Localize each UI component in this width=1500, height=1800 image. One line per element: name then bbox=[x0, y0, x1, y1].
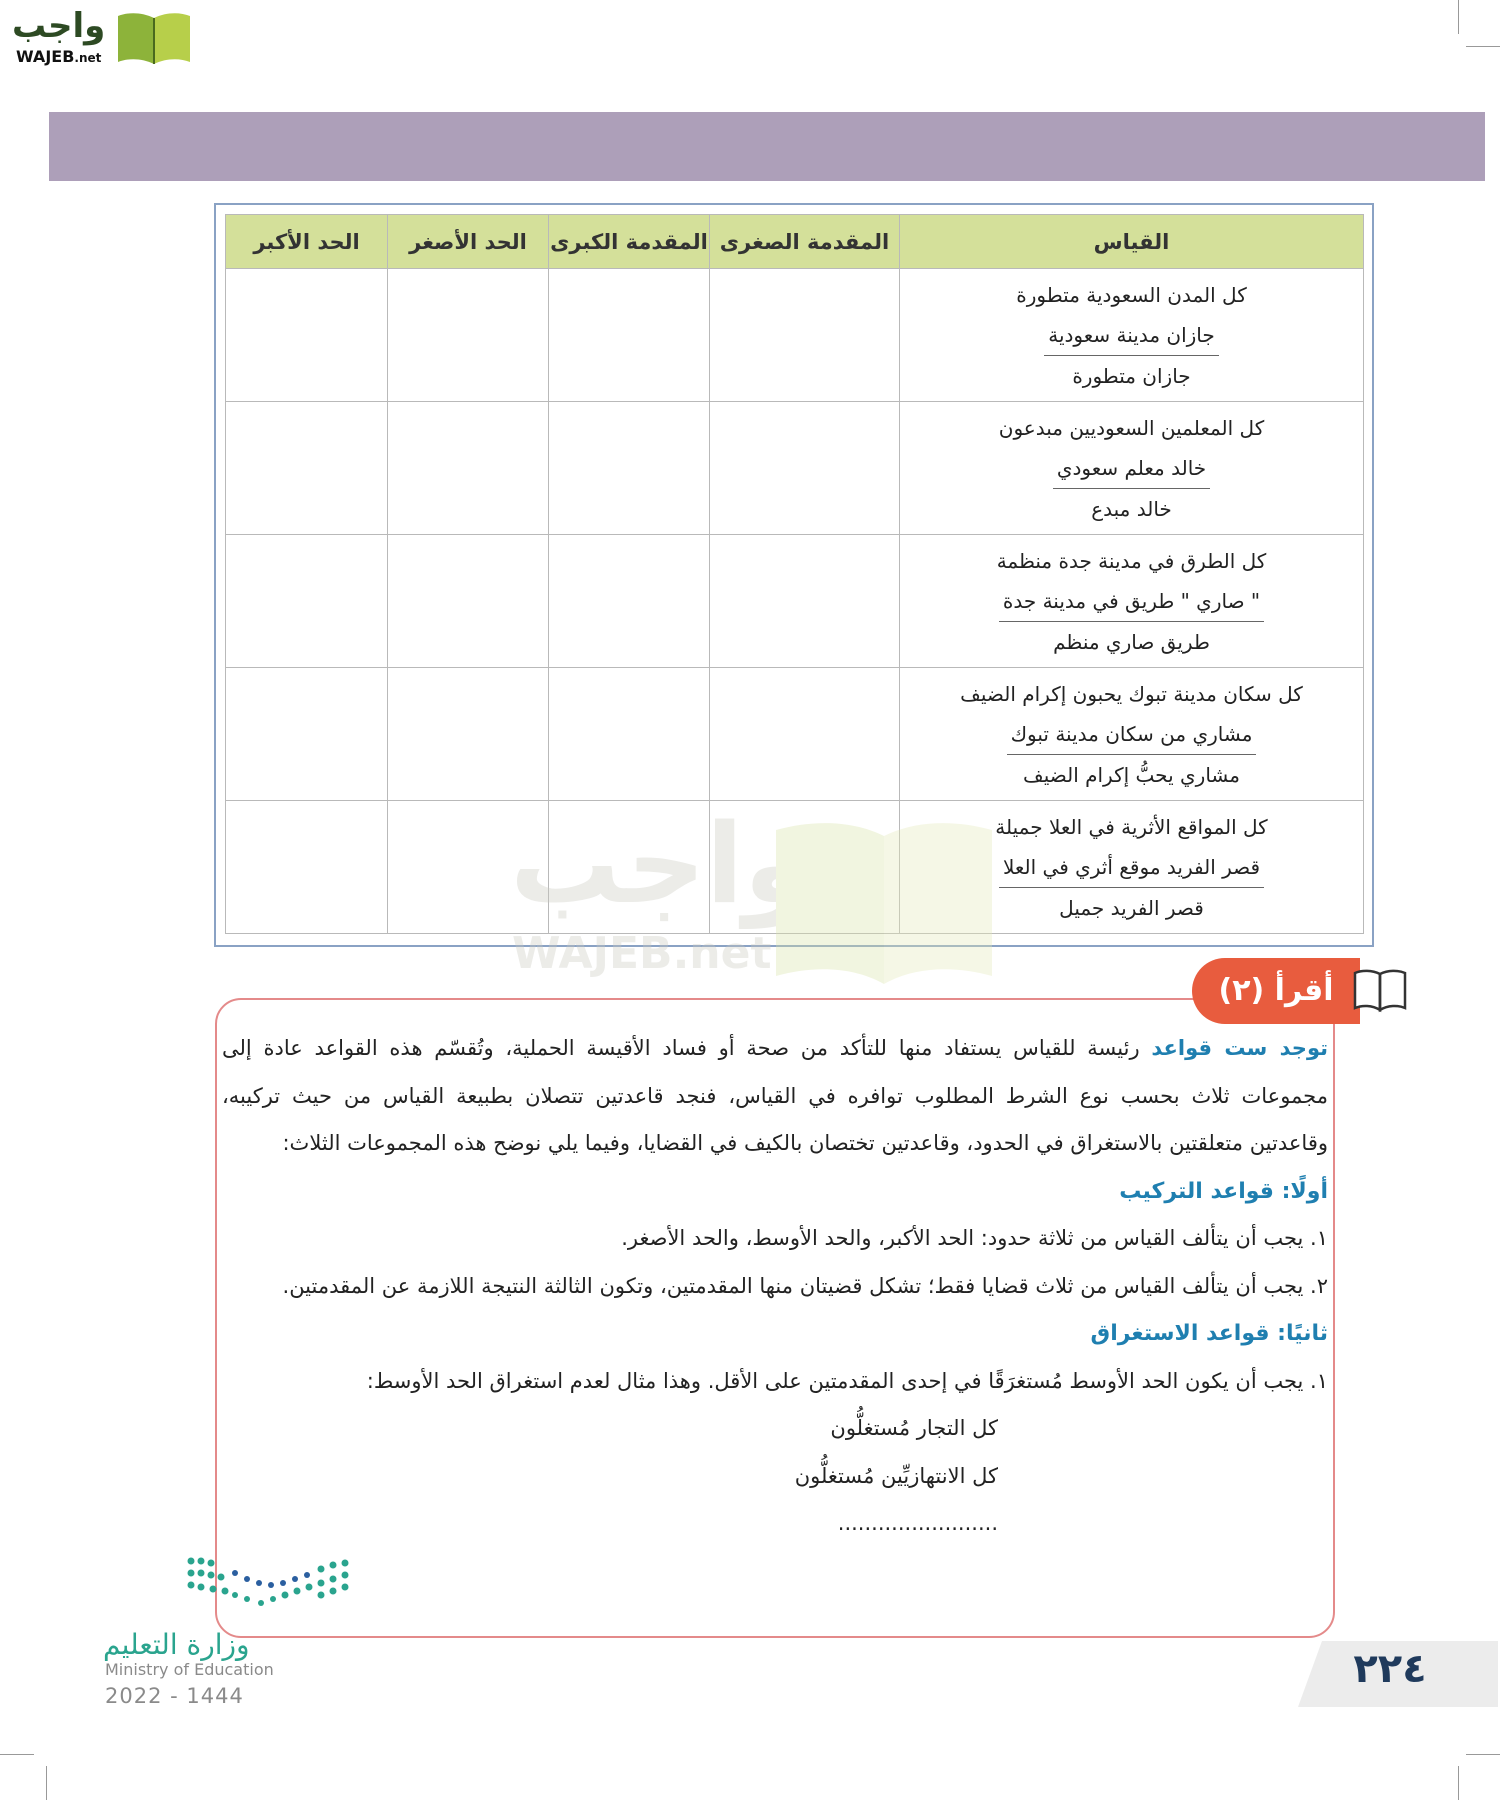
premise-2: خالد معلم سعودي bbox=[1053, 448, 1210, 489]
conclusion: خالد مبدع bbox=[1091, 496, 1172, 521]
premise-2: " صاري " طريق في مدينة جدة bbox=[999, 581, 1264, 622]
header-band bbox=[49, 112, 1485, 181]
logo-latin: WAJEB.net bbox=[16, 47, 102, 66]
crop-mark bbox=[0, 1754, 34, 1755]
table-row bbox=[226, 269, 1364, 402]
ministry-english: Ministry of Education bbox=[105, 1660, 274, 1679]
answer-cell-major-premise[interactable] bbox=[549, 668, 710, 801]
answer-cell-minor-term[interactable] bbox=[388, 269, 549, 402]
header-major-term: الحد الأكبر bbox=[226, 215, 388, 269]
answer-cell-major-term[interactable] bbox=[226, 402, 388, 535]
premise-1: كل الطرق في مدينة جدة منظمة bbox=[996, 548, 1267, 573]
table-row bbox=[226, 535, 1364, 668]
syllogism-cell bbox=[900, 801, 1364, 934]
crop-mark bbox=[1458, 0, 1459, 34]
ministry-logo-icon bbox=[185, 1553, 355, 1613]
read-tab: أقرأ (٢) bbox=[1192, 958, 1360, 1024]
table-row bbox=[226, 668, 1364, 801]
syllogism-cell bbox=[900, 269, 1364, 402]
premise-1: كل المعلمين السعوديين مبدعون bbox=[998, 415, 1265, 440]
ministry-arabic: وزارة التعليم bbox=[103, 1628, 250, 1661]
crop-mark bbox=[1466, 46, 1500, 47]
crop-mark bbox=[46, 1766, 47, 1800]
answer-cell-minor-premise[interactable] bbox=[710, 402, 900, 535]
table-row bbox=[226, 402, 1364, 535]
answer-cell-major-premise[interactable] bbox=[549, 402, 710, 535]
example-line-2: كل الانتهازيِّين مُستغلُّون bbox=[794, 1463, 998, 1488]
answer-cell-major-term[interactable] bbox=[226, 668, 388, 801]
logo-arabic: واجب bbox=[12, 6, 106, 46]
conclusion: طريق صاري منظم bbox=[1053, 629, 1210, 654]
section-title-distribution: ثانيًا: قواعد الاستغراق bbox=[1090, 1321, 1328, 1346]
premise-2: جازان مدينة سعودية bbox=[1044, 315, 1219, 356]
read-text bbox=[222, 1025, 1328, 1548]
table-row bbox=[226, 801, 1364, 934]
rule-2: ٢. يجب أن يتألف القياس من ثلاث قضايا فقط؛ تشكل قضيتان منها المقدمتين، وتكون الثالثة النتيجة اللازمة عن المقدمتين. bbox=[282, 1273, 1328, 1298]
crop-mark bbox=[1466, 1754, 1500, 1755]
table-header-row bbox=[226, 215, 1364, 269]
header-syllogism: القياس bbox=[900, 215, 1364, 269]
answer-cell-major-premise[interactable] bbox=[549, 269, 710, 402]
header-minor-premise: المقدمة الصغرى bbox=[710, 215, 900, 269]
book-icon bbox=[1352, 968, 1408, 1014]
premise-2: قصر الفريد موقع أثري في العلا bbox=[999, 847, 1264, 888]
syllogism-cell bbox=[900, 668, 1364, 801]
answer-cell-major-term[interactable] bbox=[226, 269, 388, 402]
syllogism-table bbox=[225, 214, 1364, 934]
page-number: ٢٢٤ bbox=[1353, 1646, 1427, 1692]
watermark-arabic: واجب bbox=[510, 800, 812, 928]
ministry-year: 2022 - 1444 bbox=[105, 1684, 244, 1708]
crop-mark bbox=[1458, 1766, 1459, 1800]
answer-cell-minor-term[interactable] bbox=[388, 668, 549, 801]
answer-cell-minor-term[interactable] bbox=[388, 801, 549, 934]
intro-keyword: توجد ست قواعد bbox=[1151, 1036, 1328, 1060]
answer-cell-minor-premise[interactable] bbox=[710, 535, 900, 668]
premise-1: كل سكان مدينة تبوك يحبون إكرام الضيف bbox=[960, 681, 1303, 706]
wajeb-logo[interactable] bbox=[6, 6, 196, 66]
answer-cell-major-premise[interactable] bbox=[549, 801, 710, 934]
conclusion: قصر الفريد جميل bbox=[1059, 895, 1204, 920]
syllogism-cell bbox=[900, 402, 1364, 535]
answer-cell-minor-premise[interactable] bbox=[710, 801, 900, 934]
answer-cell-minor-term[interactable] bbox=[388, 402, 549, 535]
answer-cell-minor-premise[interactable] bbox=[710, 269, 900, 402]
syllogism-cell bbox=[900, 535, 1364, 668]
header-major-premise: المقدمة الكبرى bbox=[549, 215, 710, 269]
example-blank[interactable]: ........................ bbox=[837, 1511, 998, 1535]
header-minor-term: الحد الأصغر bbox=[388, 215, 549, 269]
rule-1: ١. يجب أن يتألف القياس من ثلاثة حدود: الحد الأكبر، والحد الأوسط، والحد الأصغر. bbox=[621, 1226, 1328, 1250]
rule-3: ١. يجب أن يكون الحد الأوسط مُستغرَقًا في إحدى المقدمتين على الأقل. وهذا مثال لعدم استغراق الحد الأوسط: bbox=[366, 1368, 1328, 1393]
premise-1: كل المدن السعودية متطورة bbox=[1016, 282, 1247, 307]
watermark-latin: WAJEB.net bbox=[512, 928, 772, 979]
answer-cell-minor-premise[interactable] bbox=[710, 668, 900, 801]
answer-cell-major-term[interactable] bbox=[226, 535, 388, 668]
answer-cell-major-premise[interactable] bbox=[549, 535, 710, 668]
answer-cell-major-term[interactable] bbox=[226, 801, 388, 934]
section-title-composition: أولًا: قواعد التركيب bbox=[1119, 1178, 1328, 1204]
premise-1: كل المواقع الأثرية في العلا جميلة bbox=[995, 814, 1268, 839]
conclusion: مشاري يحبُّ إكرام الضيف bbox=[1023, 762, 1240, 787]
answer-cell-minor-term[interactable] bbox=[388, 535, 549, 668]
example-line-1: كل التجار مُستغلُّون bbox=[830, 1416, 998, 1440]
intro-paragraph bbox=[222, 1025, 1328, 1168]
intro-text: رئيسة للقياس يستفاد منها للتأكد من صحة أو فساد الأقيسة الحملية، وتُقسّم هذه القواعد عادة إلى مجموعات ثلاث بحسب نوع الشرط المطلوب توافره في القياس، فنجد قاعدتين تتصلان بطبيعة القياس من حيث تركيبه، وقاعدتين متعلقتين بالاستغراق في الحدود، وقاعدتين تختصان بالكيف في القضايا، وفيما يلي نوضح هذه المجموعات الثلاث: bbox=[222, 1036, 1328, 1155]
premise-2: مشاري من سكان مدينة تبوك bbox=[1007, 714, 1257, 755]
conclusion: جازان متطورة bbox=[1072, 363, 1191, 388]
open-book-icon bbox=[114, 10, 194, 68]
